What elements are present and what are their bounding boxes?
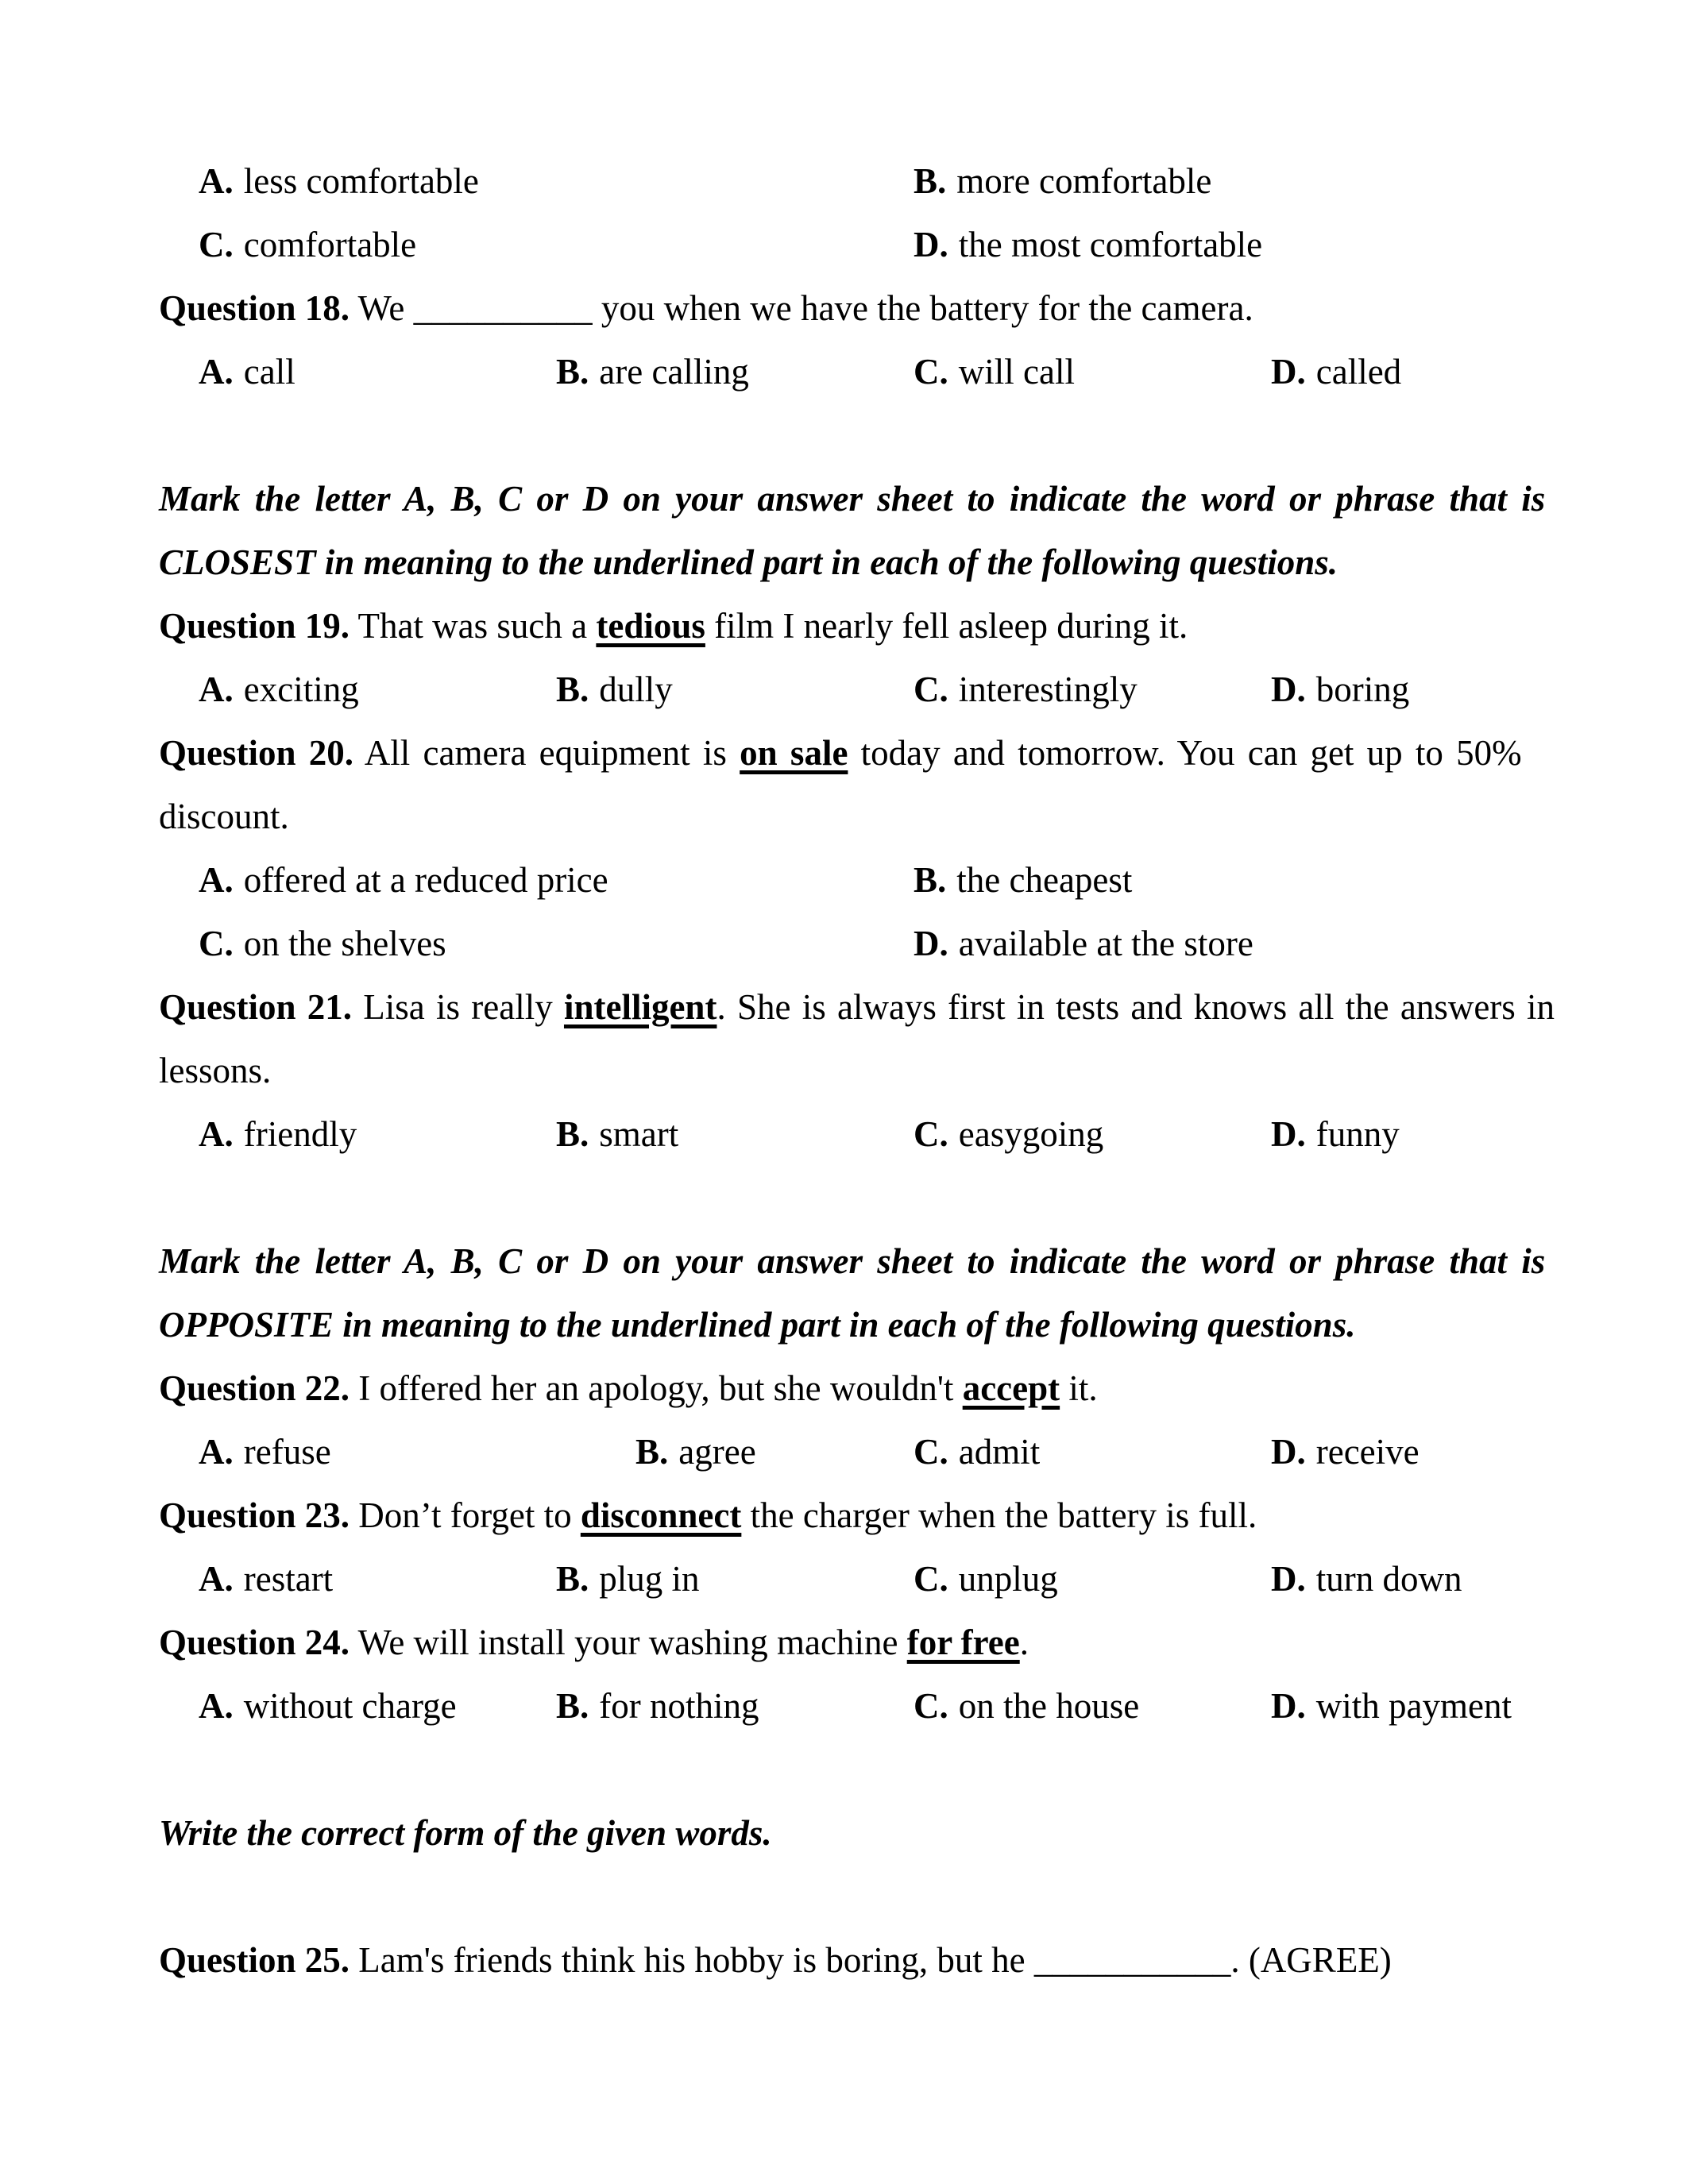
option-c-label: C. xyxy=(914,1432,948,1472)
option-c-label: C. xyxy=(914,352,948,392)
option-a-text: exciting xyxy=(243,669,359,709)
option-b-text: the cheapest xyxy=(956,860,1133,900)
question-21-options xyxy=(159,1102,1529,1166)
option-a-text: less comfortable xyxy=(243,161,479,201)
option-c xyxy=(914,1674,1139,1738)
option-b-label: B. xyxy=(556,1559,589,1599)
question-25 xyxy=(159,1928,1529,1992)
option-d-text: boring xyxy=(1315,669,1410,709)
question-20-line-2: discount. xyxy=(159,797,289,836)
option-a xyxy=(199,1102,357,1166)
question-21-text-after: . She is always first in tests and knows all the answers in xyxy=(717,987,1555,1027)
option-d-text: funny xyxy=(1315,1114,1400,1154)
option-d xyxy=(914,213,1262,276)
question-18-text-after-blank: you when we have the battery for the camera. xyxy=(592,288,1253,328)
option-b-text: more comfortable xyxy=(956,161,1212,201)
option-b xyxy=(914,848,1132,912)
question-23-text: Don’t forget to xyxy=(350,1495,581,1535)
option-a xyxy=(199,1674,457,1738)
option-d xyxy=(1271,658,1409,721)
option-b xyxy=(556,340,749,403)
opposite-section-intro-line-1: Mark the letter A, B, C or D on your answer sheet to indicate the word or phrase that is xyxy=(159,1241,1546,1281)
option-a-text: friendly xyxy=(243,1114,357,1154)
option-b-label: B. xyxy=(556,669,589,709)
option-a xyxy=(199,1547,333,1611)
option-a-label: A. xyxy=(199,352,234,392)
write-form-instruction: Write the correct form of the given words. xyxy=(159,1813,772,1853)
question-18 xyxy=(159,276,1529,340)
question-20-text: All camera equipment is xyxy=(353,733,740,773)
question-25-number: Question 25. xyxy=(159,1940,350,1980)
option-c-label: C. xyxy=(199,924,234,963)
option-d xyxy=(914,912,1253,975)
question-22-text: I offered her an apology, but she wouldn't xyxy=(350,1368,963,1408)
option-a-label: A. xyxy=(199,1559,234,1599)
option-c xyxy=(199,213,416,276)
question-18-text-before-blank: We xyxy=(350,288,414,328)
question-22-options xyxy=(159,1420,1529,1484)
option-a xyxy=(199,658,359,721)
question-18-number: Question 18. xyxy=(159,288,350,328)
option-d-label: D. xyxy=(914,225,948,264)
closest-section-intro-line-2: CLOSEST in meaning to the underlined part in each of the following questions. xyxy=(159,542,1338,582)
question-19 xyxy=(159,594,1529,658)
option-c-text: on the house xyxy=(958,1686,1140,1726)
option-c-label: C. xyxy=(914,1559,948,1599)
question-22-number: Question 22. xyxy=(159,1368,350,1408)
option-b-text: are calling xyxy=(599,352,749,392)
question-24-underlined-phrase: for free xyxy=(906,1623,1020,1662)
option-c xyxy=(914,658,1138,721)
option-c-label: C. xyxy=(199,225,234,264)
option-c-text: interestingly xyxy=(958,669,1138,709)
option-c-text: will call xyxy=(958,352,1075,392)
option-b xyxy=(635,1420,756,1484)
option-d-label: D. xyxy=(1271,669,1306,709)
question-23-options xyxy=(159,1547,1529,1611)
option-c xyxy=(914,1102,1103,1166)
option-a-label: A. xyxy=(199,161,234,201)
option-a-label: A. xyxy=(199,1114,234,1154)
option-d-label: D. xyxy=(1271,1432,1306,1472)
option-c-text: comfortable xyxy=(243,225,417,264)
question-25-text-before-blank: Lam's friends think his hobby is boring, but he xyxy=(350,1940,1034,1980)
question-20-number: Question 20. xyxy=(159,733,354,773)
question-19-underlined-word: tedious xyxy=(596,606,705,646)
blank-line xyxy=(159,1166,1529,1229)
previous-question-options-row-1 xyxy=(159,149,1529,213)
question-24-text-after: . xyxy=(1019,1623,1029,1662)
question-21-line-2: lessons. xyxy=(159,1051,272,1090)
question-23-text-after: the charger when the battery is full. xyxy=(741,1495,1257,1535)
question-24-text: We will install your washing machine xyxy=(350,1623,907,1662)
option-c xyxy=(914,1547,1058,1611)
option-a-text: restart xyxy=(243,1559,334,1599)
question-20-options-row-1 xyxy=(159,848,1529,912)
option-a-label: A. xyxy=(199,860,234,900)
option-d xyxy=(1271,340,1401,403)
question-22 xyxy=(159,1356,1529,1420)
option-a xyxy=(199,848,608,912)
option-d xyxy=(1271,1420,1420,1484)
option-d-label: D. xyxy=(1271,1114,1306,1154)
option-c-label: C. xyxy=(914,1114,948,1154)
option-b-text: dully xyxy=(599,669,673,709)
question-20-line-1 xyxy=(159,721,1529,785)
question-19-options xyxy=(159,658,1529,721)
option-d xyxy=(1271,1547,1462,1611)
option-d-text: available at the store xyxy=(958,924,1253,963)
option-b-label: B. xyxy=(635,1432,669,1472)
option-b-label: B. xyxy=(556,1686,589,1726)
question-20-text-after: today and tomorrow. You can get up to 50% xyxy=(848,733,1522,773)
option-d-text: receive xyxy=(1315,1432,1420,1472)
question-21-text: Lisa is really xyxy=(352,987,564,1027)
option-a xyxy=(199,340,295,403)
option-b-label: B. xyxy=(556,1114,589,1154)
option-d xyxy=(1271,1102,1400,1166)
question-24 xyxy=(159,1611,1529,1674)
question-23-number: Question 23. xyxy=(159,1495,350,1535)
previous-question-options-row-2 xyxy=(159,213,1529,276)
option-d-text: turn down xyxy=(1315,1559,1462,1599)
option-d-label: D. xyxy=(1271,1686,1306,1726)
option-b xyxy=(556,1547,700,1611)
option-c xyxy=(914,1420,1040,1484)
option-c-text: unplug xyxy=(958,1559,1058,1599)
option-a-label: A. xyxy=(199,1686,234,1726)
option-b xyxy=(556,1674,759,1738)
option-c-text: easygoing xyxy=(958,1114,1104,1154)
question-24-number: Question 24. xyxy=(159,1623,350,1662)
option-b xyxy=(914,149,1211,213)
option-b-label: B. xyxy=(914,161,947,201)
blank-line xyxy=(159,403,1529,467)
question-20-underlined-phrase: on sale xyxy=(740,733,848,773)
option-a-text: without charge xyxy=(243,1686,457,1726)
option-a xyxy=(199,1420,331,1484)
question-22-underlined-word: accept xyxy=(962,1368,1060,1408)
question-19-text: That was such a xyxy=(350,606,597,646)
blank-line xyxy=(159,1865,1529,1928)
question-23 xyxy=(159,1484,1529,1547)
option-a-text: call xyxy=(243,352,295,392)
option-b xyxy=(556,1102,678,1166)
question-21-line-1 xyxy=(159,975,1555,1039)
option-d xyxy=(1271,1674,1512,1738)
blank-line xyxy=(159,1738,1529,1801)
question-18-options xyxy=(159,340,1529,403)
closest-section-intro-line-1: Mark the letter A, B, C or D on your answer sheet to indicate the word or phrase that is xyxy=(159,479,1546,519)
option-b-label: B. xyxy=(556,352,589,392)
question-25-text-after-blank: . (AGREE) xyxy=(1230,1940,1392,1980)
option-a xyxy=(199,149,479,213)
question-19-number: Question 19. xyxy=(159,606,350,646)
option-d-text: called xyxy=(1315,352,1402,392)
option-d-label: D. xyxy=(1271,352,1306,392)
question-19-text-after: film I nearly fell asleep during it. xyxy=(705,606,1188,646)
question-18-blank: __________ xyxy=(413,288,593,328)
question-21-underlined-word: intelligent xyxy=(563,987,717,1027)
question-22-text-after: it. xyxy=(1060,1368,1098,1408)
option-b-label: B. xyxy=(914,860,947,900)
option-b xyxy=(556,658,673,721)
option-d-text: the most comfortable xyxy=(958,225,1263,264)
option-b-text: smart xyxy=(599,1114,679,1154)
option-a-label: A. xyxy=(199,1432,234,1472)
option-d-label: D. xyxy=(914,924,948,963)
question-20-options-row-2 xyxy=(159,912,1529,975)
option-c xyxy=(199,912,446,975)
option-c-label: C. xyxy=(914,669,948,709)
option-a-label: A. xyxy=(199,669,234,709)
opposite-section-intro-line-2: OPPOSITE in meaning to the underlined part in each of the following questions. xyxy=(159,1305,1356,1345)
option-c xyxy=(914,340,1075,403)
question-23-underlined-word: disconnect xyxy=(580,1495,742,1535)
option-d-label: D. xyxy=(1271,1559,1306,1599)
option-b-text: plug in xyxy=(599,1559,700,1599)
question-21-number: Question 21. xyxy=(159,987,353,1027)
option-c-text: on the shelves xyxy=(243,924,446,963)
option-a-text: offered at a reduced price xyxy=(243,860,608,900)
option-d-text: with payment xyxy=(1315,1686,1512,1726)
option-b-text: for nothing xyxy=(599,1686,759,1726)
option-c-text: admit xyxy=(958,1432,1041,1472)
question-25-blank: ___________ xyxy=(1033,1940,1231,1980)
option-a-text: refuse xyxy=(243,1432,331,1472)
document-page xyxy=(159,149,1555,1992)
option-b-text: agree xyxy=(678,1432,756,1472)
option-c-label: C. xyxy=(914,1686,948,1726)
question-24-options xyxy=(159,1674,1529,1738)
